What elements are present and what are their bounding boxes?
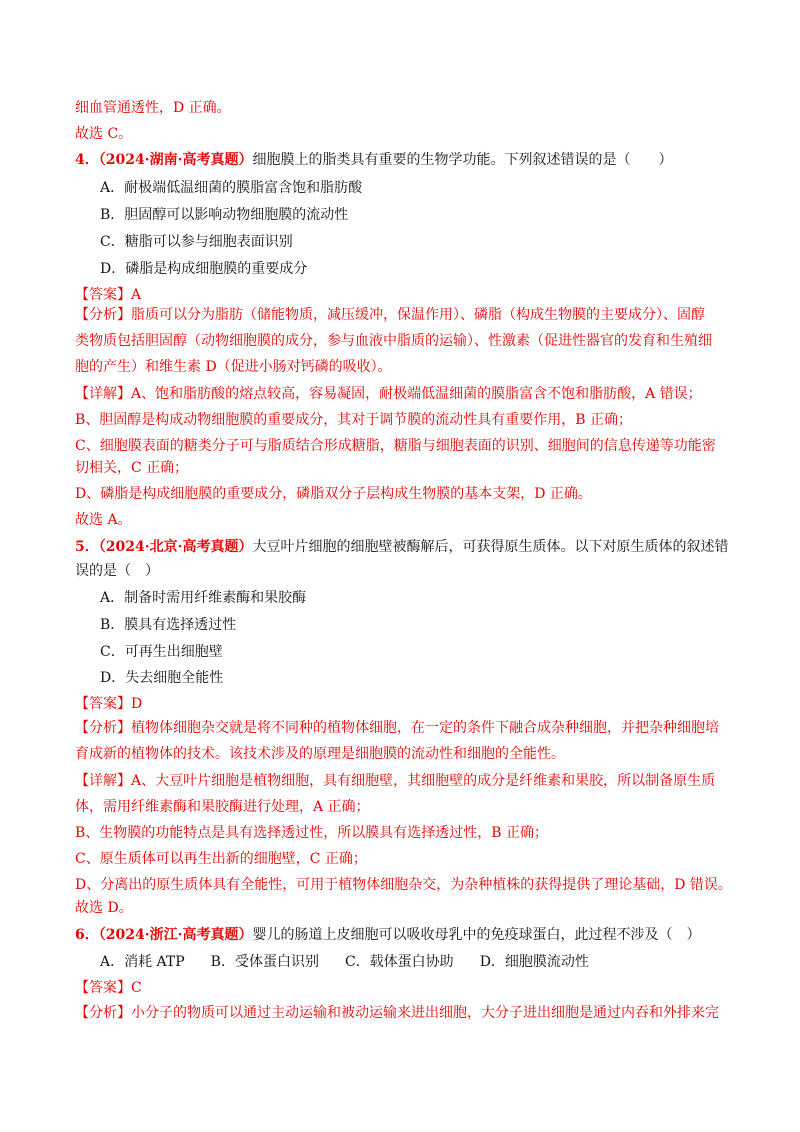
detail-line: B、胆固醇是构成动物细胞膜的重要成分，其对于调节膜的流动性具有重要作用，B 正确； [75,412,633,428]
options-row [100,952,760,974]
analysis-line: 类物质包括胆固醇（动物细胞膜的成分，参与血液中脂质的运输）、性激素（促进性器官的发育和生殖细 [75,333,712,349]
option-c: C．载体蛋白协助 [344,954,454,970]
intro-choose: 故选 C。 [75,126,133,142]
detail-line: D、磷脂是构成细胞膜的重要成分，磷脂双分子层构成生物膜的基本支架，D 正确。 [75,486,592,502]
answer: 【答案】C [75,980,142,996]
detail-line: 体，需用纤维素酶和果胶酶进行处理，A 正确； [75,799,370,815]
question-4-stem [75,150,735,172]
question-number: 4． [75,152,99,168]
option-d: D．细胞膜流动性 [479,954,589,970]
option-c: C．糖脂可以参与细胞表面识别 [100,234,293,250]
option-c: C．可再生出细胞壁 [100,644,223,660]
analysis-line: 【分析】脂质可以分为脂肪（储能物质，减压缓冲，保温作用）、磷脂（构成生物膜的主要成分）、固醇 [75,307,705,323]
intro-text: 细血管通透性，D 正确。 [75,100,231,116]
option-a: A．制备时需用纤维素酶和果胶酶 [100,590,307,606]
question-text: 婴儿的肠道上皮细胞可以吸收母乳中的免疫球蛋白，此过程不涉及（ ） [252,927,701,943]
answer: 【答案】D [75,696,143,712]
detail-line: C、原生质体可以再生出新的细胞壁，C 正确； [75,851,367,867]
choose-line: 故选 D。 [75,900,133,916]
question-source: （2024·浙江·高考真题） [98,927,253,943]
option-a: A．耐极端低温细菌的膜脂富含饱和脂肪酸 [100,180,363,196]
option-b: B．膜具有选择透过性 [100,617,237,633]
analysis-line: 育成新的植物体的技术。该技术涉及的原理是细胞膜的流动性和细胞的全能性。 [75,746,565,762]
option-a: A．消耗 ATP [100,954,185,970]
detail-line: 【详解】A、大豆叶片细胞是植物细胞，具有细胞壁，其细胞壁的成分是纤维素和果胶，所以制备原生质 [75,773,716,789]
option-b: B．胆固醇可以影响动物细胞膜的流动性 [100,207,349,223]
question-number: 6． [75,927,99,943]
question-text: 大豆叶片细胞的细胞壁被酶解后，可获得原生质体。以下对原生质体的叙述错 [252,539,729,555]
question-5-stem [75,537,735,559]
detail-line: D、分离出的原生质体具有全能性，可用于植物体细胞杂交，为杂种植株的获得提供了理论基础，D 错误。 [75,877,732,893]
answer: 【答案】A [75,287,142,303]
question-source: （2024·湖南·高考真题） [98,152,253,168]
choose-line: 故选 A。 [75,512,132,528]
detail-line: 【详解】A、饱和脂肪酸的熔点较高，容易凝固，耐极端低温细菌的膜脂富含不饱和脂肪酸，A 错误； [75,386,702,402]
question-text: 细胞膜上的脂类具有重要的生物学功能。下列叙述错误的是（ ） [252,152,673,168]
detail-line: 切相关，C 正确； [75,460,189,476]
option-b: B．受体蛋白识别 [210,954,319,970]
analysis-line: 【分析】小分子的物质可以通过主动运输和被动运输来进出细胞，大分子进出细胞是通过内吞和外排来完 [75,1005,719,1021]
question-text-cont: 误的是（ ） [75,563,159,579]
detail-line: C、细胞膜表面的糖类分子可与脂质结合形成糖脂，糖脂与细胞表面的识别、细胞间的信息传递等功能密 [75,438,716,454]
question-6-stem [75,925,735,947]
analysis-line: 胞的产生）和维生素 D（促进小肠对钙磷的吸收）。 [75,359,392,375]
analysis-line: 【分析】植物体细胞杂交就是将不同种的植物体细胞，在一定的条件下融合成杂种细胞，并把杂种细胞培 [75,720,719,736]
detail-line: B、生物膜的功能特点是具有选择透过性，所以膜具有选择透过性，B 正确； [75,825,549,841]
question-number: 5． [75,539,99,555]
option-d: D．失去细胞全能性 [100,670,224,686]
option-d: D．磷脂是构成细胞膜的重要成分 [100,261,308,277]
question-source: （2024·北京·高考真题） [98,539,253,555]
